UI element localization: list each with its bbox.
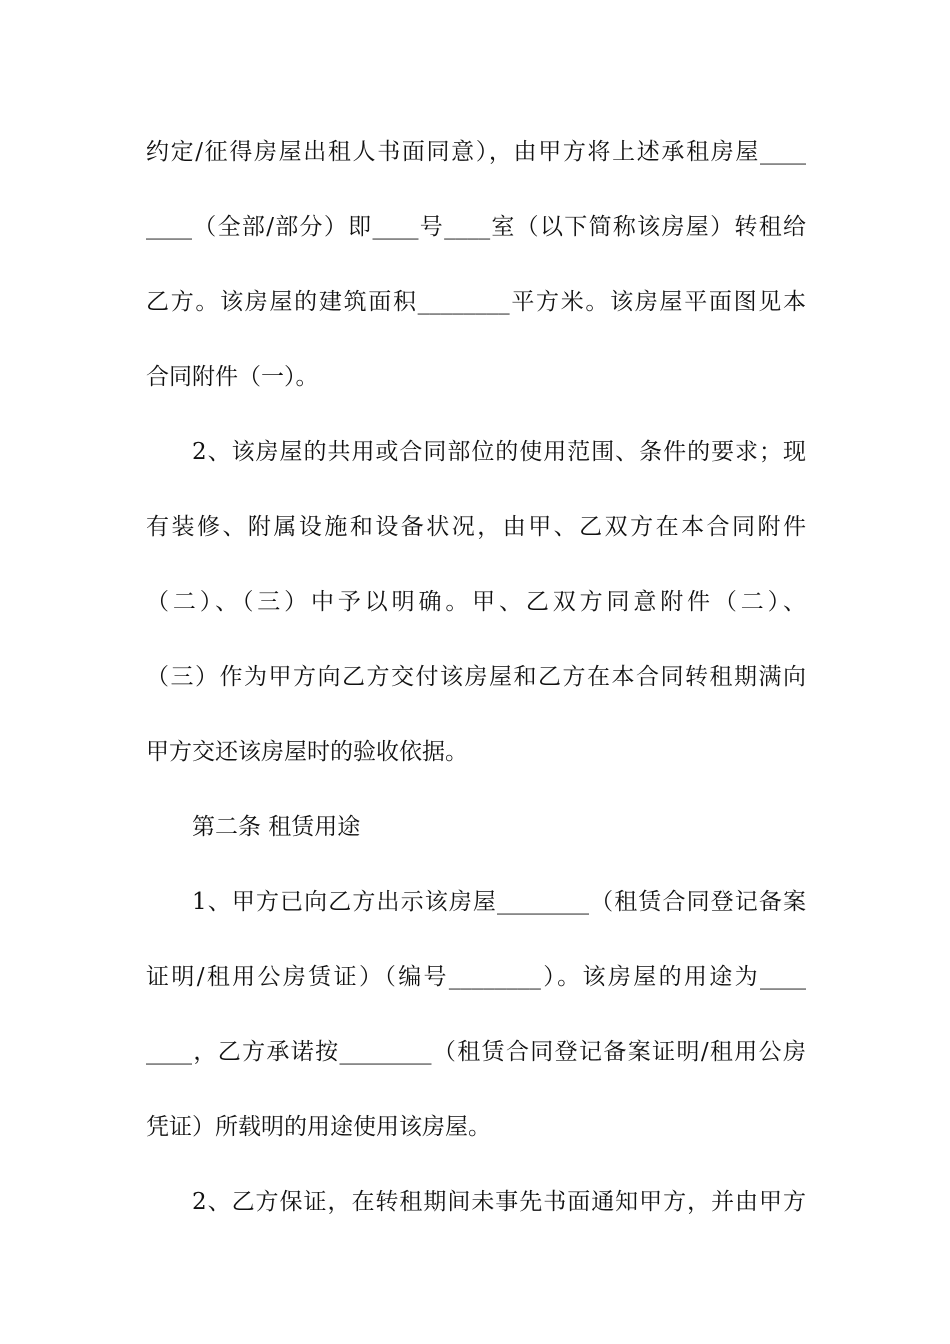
text-line: 凭证）所载明的用途使用该房屋。 [146, 1114, 491, 1140]
text-line: 合同附件（一）。 [146, 364, 319, 390]
text-line: 有装修、附属设施和设备状况，由甲、乙双方在本合同附件 [146, 514, 806, 540]
text-line: 2、该房屋的共用或合同部位的使用范围、条件的要求；现 [192, 439, 806, 465]
text-line: 1、甲方已向乙方出示该房屋________（租赁合同登记备案 [192, 889, 806, 915]
text-line: 证明/租用公房赁证）（编号________）。该房屋的用途为____ [146, 964, 806, 990]
text-line: 甲方交还该房屋时的验收依据。 [146, 739, 468, 765]
text-line: （三）作为甲方向乙方交付该房屋和乙方在本合同转租期满向 [146, 664, 806, 690]
section-heading: 第二条 租赁用途 [192, 814, 361, 840]
text-line: 2、乙方保证，在转租期间未事先书面通知甲方，并由甲方 [192, 1189, 806, 1215]
text-line: 乙方。该房屋的建筑面积________平方米。该房屋平面图见本 [146, 289, 806, 315]
text-line: ____（全部/部分）即____号____室（以下简称该房屋）转租给 [146, 214, 806, 240]
text-line: （二）、（三）中予以明确。甲、乙双方同意附件（二）、 [146, 589, 806, 615]
text-line: 约定/征得房屋出租人书面同意），由甲方将上述承租房屋____ [146, 139, 806, 165]
text-line: ____，乙方承诺按________（租赁合同登记备案证明/租用公房 [146, 1039, 806, 1065]
